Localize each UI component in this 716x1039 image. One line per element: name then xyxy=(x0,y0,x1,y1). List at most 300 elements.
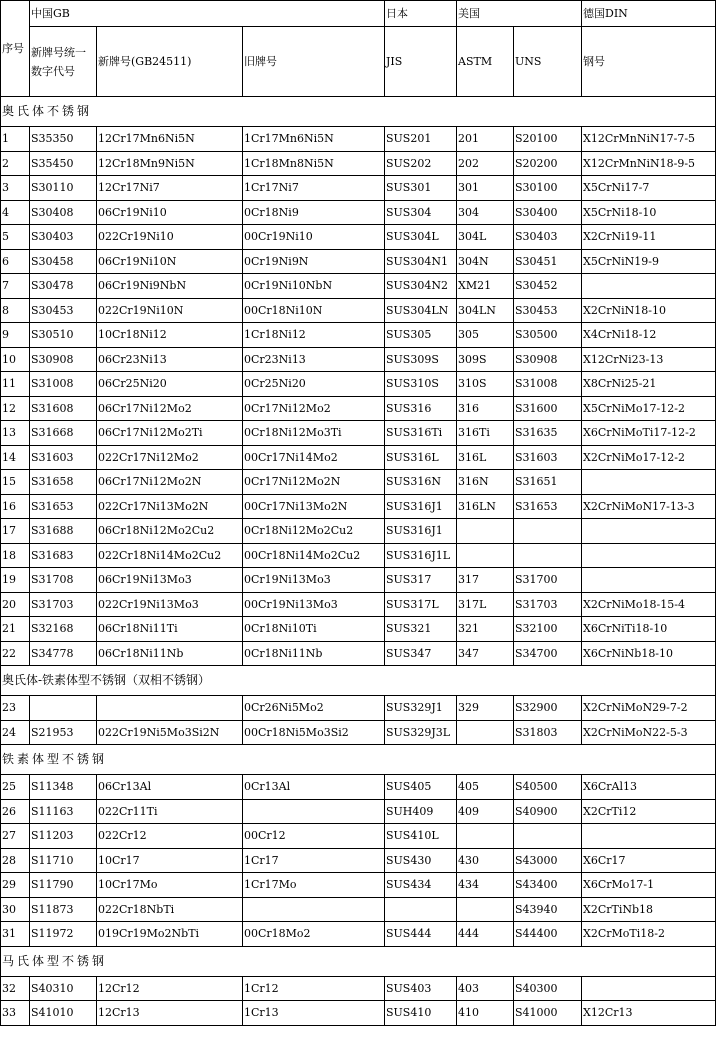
row-seq-cell: 19 xyxy=(1,568,30,593)
table-row xyxy=(1,543,716,568)
din-grade-cell xyxy=(582,274,716,299)
astm-grade-cell xyxy=(457,519,514,544)
new-grade-cell: 022Cr19Ni10 xyxy=(97,225,243,250)
uns-code-cell: S31703 xyxy=(514,592,582,617)
new-grade-cell: 022Cr19Ni5Mo3Si2N xyxy=(97,720,243,745)
unified-code-cell: S11873 xyxy=(30,897,97,922)
header-din-grade: 钢号 xyxy=(582,27,716,97)
uns-code-cell: S30403 xyxy=(514,225,582,250)
jis-grade-cell: SUS347 xyxy=(385,641,457,666)
table-row xyxy=(1,592,716,617)
astm-grade-cell: 301 xyxy=(457,176,514,201)
table-row xyxy=(1,421,716,446)
din-grade-cell: X8CrNi25-21 xyxy=(582,372,716,397)
new-grade-cell: 06Cr18Ni11Ti xyxy=(97,617,243,642)
old-grade-cell: 0Cr13Al xyxy=(243,775,385,800)
jis-grade-cell: SUS317L xyxy=(385,592,457,617)
din-grade-cell xyxy=(582,543,716,568)
jis-grade-cell: SUS410 xyxy=(385,1001,457,1026)
old-grade-cell: 1Cr17 xyxy=(243,848,385,873)
row-seq-cell: 22 xyxy=(1,641,30,666)
row-seq-cell: 7 xyxy=(1,274,30,299)
uns-code-cell: S43940 xyxy=(514,897,582,922)
astm-grade-cell: 329 xyxy=(457,696,514,721)
uns-code-cell: S31653 xyxy=(514,494,582,519)
header-new-grade: 新牌号(GB24511) xyxy=(97,27,243,97)
jis-grade-cell: SUS304 xyxy=(385,200,457,225)
new-grade-cell: 022Cr11Ti xyxy=(97,799,243,824)
table-row xyxy=(1,151,716,176)
table-row xyxy=(1,696,716,721)
row-seq-cell: 5 xyxy=(1,225,30,250)
new-grade-cell: 06Cr17Ni12Mo2 xyxy=(97,396,243,421)
old-grade-cell: 0Cr19Ni13Mo3 xyxy=(243,568,385,593)
new-grade-cell: 06Cr19Ni13Mo3 xyxy=(97,568,243,593)
row-seq-cell: 10 xyxy=(1,347,30,372)
unified-code-cell: S31708 xyxy=(30,568,97,593)
old-grade-cell: 1Cr12 xyxy=(243,976,385,1001)
table-row xyxy=(1,799,716,824)
row-seq-cell: 23 xyxy=(1,696,30,721)
old-grade-cell: 0Cr18Ni12Mo3Ti xyxy=(243,421,385,446)
section-row xyxy=(1,745,716,775)
table-row xyxy=(1,274,716,299)
jis-grade-cell: SUS329J3L xyxy=(385,720,457,745)
old-grade-cell: 0Cr18Ni12Mo2Cu2 xyxy=(243,519,385,544)
astm-grade-cell: 347 xyxy=(457,641,514,666)
section-title: 奥氏体不锈钢 xyxy=(1,97,716,127)
uns-code-cell: S30908 xyxy=(514,347,582,372)
new-grade-cell: 12Cr12 xyxy=(97,976,243,1001)
astm-grade-cell: 316Ti xyxy=(457,421,514,446)
header-seq: 序号 xyxy=(1,1,30,97)
new-grade-cell: 022Cr17Ni13Mo2N xyxy=(97,494,243,519)
jis-grade-cell: SUS305 xyxy=(385,323,457,348)
astm-grade-cell: 403 xyxy=(457,976,514,1001)
table-row xyxy=(1,494,716,519)
old-grade-cell: 00Cr18Ni10N xyxy=(243,298,385,323)
din-grade-cell xyxy=(582,976,716,1001)
uns-code-cell: S30452 xyxy=(514,274,582,299)
astm-grade-cell: 201 xyxy=(457,127,514,152)
uns-code-cell xyxy=(514,824,582,849)
row-seq-cell: 2 xyxy=(1,151,30,176)
din-grade-cell: X6CrMo17-1 xyxy=(582,873,716,898)
new-grade-cell: 06Cr19Ni10N xyxy=(97,249,243,274)
uns-code-cell: S43400 xyxy=(514,873,582,898)
jis-grade-cell: SUS329J1 xyxy=(385,696,457,721)
jis-grade-cell: SUS316L xyxy=(385,445,457,470)
row-seq-cell: 1 xyxy=(1,127,30,152)
new-grade-cell: 12Cr17Ni7 xyxy=(97,176,243,201)
unified-code-cell: S34778 xyxy=(30,641,97,666)
table-row xyxy=(1,470,716,495)
section-row xyxy=(1,946,716,976)
jis-grade-cell: SUS410L xyxy=(385,824,457,849)
header-jis: JIS xyxy=(385,27,457,97)
table-row xyxy=(1,176,716,201)
din-grade-cell: X6CrAl13 xyxy=(582,775,716,800)
unified-code-cell: S21953 xyxy=(30,720,97,745)
astm-grade-cell xyxy=(457,720,514,745)
table-row xyxy=(1,396,716,421)
table-row xyxy=(1,323,716,348)
uns-code-cell xyxy=(514,543,582,568)
jis-grade-cell: SUS434 xyxy=(385,873,457,898)
new-grade-cell: 10Cr17 xyxy=(97,848,243,873)
unified-code-cell: S30478 xyxy=(30,274,97,299)
din-grade-cell: X2CrNiMo17-12-2 xyxy=(582,445,716,470)
unified-code-cell: S31703 xyxy=(30,592,97,617)
old-grade-cell: 00Cr12 xyxy=(243,824,385,849)
unified-code-cell: S32168 xyxy=(30,617,97,642)
header-old-grade: 旧牌号 xyxy=(243,27,385,97)
table-row xyxy=(1,1001,716,1026)
din-grade-cell: X5CrNiMo17-12-2 xyxy=(582,396,716,421)
astm-grade-cell: 304LN xyxy=(457,298,514,323)
din-grade-cell: X2CrTiNb18 xyxy=(582,897,716,922)
jis-grade-cell: SUS304L xyxy=(385,225,457,250)
din-grade-cell: X2CrNiN18-10 xyxy=(582,298,716,323)
unified-code-cell: S30510 xyxy=(30,323,97,348)
old-grade-cell: 1Cr17Mo xyxy=(243,873,385,898)
astm-grade-cell: 309S xyxy=(457,347,514,372)
section-title: 马氏体型不锈钢 xyxy=(1,946,716,976)
jis-grade-cell: SUS316N xyxy=(385,470,457,495)
din-grade-cell: X2CrNiMo18-15-4 xyxy=(582,592,716,617)
table-row xyxy=(1,127,716,152)
uns-code-cell: S40900 xyxy=(514,799,582,824)
din-grade-cell: X12CrNi23-13 xyxy=(582,347,716,372)
table-row xyxy=(1,922,716,947)
old-grade-cell: 00Cr17Ni13Mo2N xyxy=(243,494,385,519)
unified-code-cell: S30403 xyxy=(30,225,97,250)
old-grade-cell: 0Cr17Ni12Mo2N xyxy=(243,470,385,495)
unified-code-cell: S31668 xyxy=(30,421,97,446)
table-row xyxy=(1,372,716,397)
unified-code-cell: S31658 xyxy=(30,470,97,495)
uns-code-cell: S34700 xyxy=(514,641,582,666)
row-seq-cell: 6 xyxy=(1,249,30,274)
uns-code-cell: S31008 xyxy=(514,372,582,397)
astm-grade-cell: 317L xyxy=(457,592,514,617)
old-grade-cell: 0Cr18Ni10Ti xyxy=(243,617,385,642)
unified-code-cell: S31608 xyxy=(30,396,97,421)
din-grade-cell: X4CrNi18-12 xyxy=(582,323,716,348)
row-seq-cell: 11 xyxy=(1,372,30,397)
unified-code-cell: S31008 xyxy=(30,372,97,397)
uns-code-cell: S31803 xyxy=(514,720,582,745)
astm-grade-cell: 316LN xyxy=(457,494,514,519)
astm-grade-cell: 410 xyxy=(457,1001,514,1026)
jis-grade-cell: SUS405 xyxy=(385,775,457,800)
unified-code-cell: S11790 xyxy=(30,873,97,898)
din-grade-cell: X12CrMnNiN18-9-5 xyxy=(582,151,716,176)
new-grade-cell: 022Cr18Ni14Mo2Cu2 xyxy=(97,543,243,568)
new-grade-cell: 022Cr12 xyxy=(97,824,243,849)
table-row xyxy=(1,720,716,745)
unified-code-cell: S11348 xyxy=(30,775,97,800)
din-grade-cell: X2CrTi12 xyxy=(582,799,716,824)
astm-grade-cell: 304L xyxy=(457,225,514,250)
row-seq-cell: 28 xyxy=(1,848,30,873)
jis-grade-cell: SUS316 xyxy=(385,396,457,421)
unified-code-cell xyxy=(30,696,97,721)
astm-grade-cell xyxy=(457,824,514,849)
jis-grade-cell: SUH409 xyxy=(385,799,457,824)
row-seq-cell: 14 xyxy=(1,445,30,470)
new-grade-cell: 019Cr19Mo2NbTi xyxy=(97,922,243,947)
uns-code-cell: S43000 xyxy=(514,848,582,873)
table-row xyxy=(1,775,716,800)
new-grade-cell: 022Cr18NbTi xyxy=(97,897,243,922)
header-astm: ASTM xyxy=(457,27,514,97)
old-grade-cell: 0Cr23Ni13 xyxy=(243,347,385,372)
table-row xyxy=(1,347,716,372)
row-seq-cell: 3 xyxy=(1,176,30,201)
old-grade-cell: 00Cr18Ni5Mo3Si2 xyxy=(243,720,385,745)
uns-code-cell: S31651 xyxy=(514,470,582,495)
new-grade-cell: 06Cr18Ni11Nb xyxy=(97,641,243,666)
old-grade-cell: 1Cr17Ni7 xyxy=(243,176,385,201)
old-grade-cell: 1Cr18Ni12 xyxy=(243,323,385,348)
header-china: 中国GB xyxy=(30,1,385,27)
astm-grade-cell: 310S xyxy=(457,372,514,397)
section-title: 铁素体型不锈钢 xyxy=(1,745,716,775)
unified-code-cell: S30408 xyxy=(30,200,97,225)
uns-code-cell: S20100 xyxy=(514,127,582,152)
header-row-countries xyxy=(1,1,716,27)
unified-code-cell: S35350 xyxy=(30,127,97,152)
din-grade-cell: X5CrNi18-10 xyxy=(582,200,716,225)
din-grade-cell xyxy=(582,824,716,849)
jis-grade-cell: SUS304LN xyxy=(385,298,457,323)
unified-code-cell: S30110 xyxy=(30,176,97,201)
jis-grade-cell: SUS310S xyxy=(385,372,457,397)
unified-code-cell: S31603 xyxy=(30,445,97,470)
jis-grade-cell: SUS430 xyxy=(385,848,457,873)
uns-code-cell: S32100 xyxy=(514,617,582,642)
uns-code-cell xyxy=(514,519,582,544)
new-grade-cell: 022Cr17Ni12Mo2 xyxy=(97,445,243,470)
jis-grade-cell: SUS309S xyxy=(385,347,457,372)
section-title: 奥氏体-铁素体型不锈钢（双相不锈钢） xyxy=(1,666,716,696)
header-germany: 德国DIN xyxy=(582,1,716,27)
din-grade-cell xyxy=(582,470,716,495)
table-row xyxy=(1,824,716,849)
din-grade-cell: X2CrNi19-11 xyxy=(582,225,716,250)
new-grade-cell: 06Cr17Ni12Mo2Ti xyxy=(97,421,243,446)
table-body xyxy=(1,1,716,1026)
jis-grade-cell: SUS321 xyxy=(385,617,457,642)
table-row xyxy=(1,848,716,873)
header-uns: UNS xyxy=(514,27,582,97)
unified-code-cell: S30458 xyxy=(30,249,97,274)
din-grade-cell: X6CrNiNb18-10 xyxy=(582,641,716,666)
row-seq-cell: 25 xyxy=(1,775,30,800)
astm-grade-cell: 202 xyxy=(457,151,514,176)
unified-code-cell: S41010 xyxy=(30,1001,97,1026)
section-row xyxy=(1,666,716,696)
table-row xyxy=(1,249,716,274)
new-grade-cell xyxy=(97,696,243,721)
uns-code-cell: S30453 xyxy=(514,298,582,323)
uns-code-cell: S32900 xyxy=(514,696,582,721)
row-seq-cell: 21 xyxy=(1,617,30,642)
row-seq-cell: 33 xyxy=(1,1001,30,1026)
old-grade-cell: 00Cr18Mo2 xyxy=(243,922,385,947)
new-grade-cell: 06Cr25Ni20 xyxy=(97,372,243,397)
jis-grade-cell: SUS316Ti xyxy=(385,421,457,446)
din-grade-cell: X5CrNiN19-9 xyxy=(582,249,716,274)
unified-code-cell: S40310 xyxy=(30,976,97,1001)
old-grade-cell: 0Cr18Ni11Nb xyxy=(243,641,385,666)
unified-code-cell: S31683 xyxy=(30,543,97,568)
table-row xyxy=(1,298,716,323)
row-seq-cell: 13 xyxy=(1,421,30,446)
new-grade-cell: 10Cr18Ni12 xyxy=(97,323,243,348)
astm-grade-cell xyxy=(457,897,514,922)
astm-grade-cell: 317 xyxy=(457,568,514,593)
new-grade-cell: 12Cr18Mn9Ni5N xyxy=(97,151,243,176)
row-seq-cell: 32 xyxy=(1,976,30,1001)
unified-code-cell: S31688 xyxy=(30,519,97,544)
row-seq-cell: 8 xyxy=(1,298,30,323)
table-row xyxy=(1,445,716,470)
section-row xyxy=(1,97,716,127)
uns-code-cell: S20200 xyxy=(514,151,582,176)
din-grade-cell: X2CrNiMoN29-7-2 xyxy=(582,696,716,721)
din-grade-cell: X5CrNi17-7 xyxy=(582,176,716,201)
uns-code-cell: S41000 xyxy=(514,1001,582,1026)
old-grade-cell: 0Cr17Ni12Mo2 xyxy=(243,396,385,421)
astm-grade-cell: 409 xyxy=(457,799,514,824)
uns-code-cell: S44400 xyxy=(514,922,582,947)
astm-grade-cell: XM21 xyxy=(457,274,514,299)
jis-grade-cell: SUS403 xyxy=(385,976,457,1001)
astm-grade-cell xyxy=(457,543,514,568)
jis-grade-cell: SUS202 xyxy=(385,151,457,176)
table-row xyxy=(1,873,716,898)
old-grade-cell: 1Cr17Mn6Ni5N xyxy=(243,127,385,152)
uns-code-cell: S30451 xyxy=(514,249,582,274)
uns-code-cell: S31700 xyxy=(514,568,582,593)
jis-grade-cell xyxy=(385,897,457,922)
din-grade-cell xyxy=(582,519,716,544)
old-grade-cell xyxy=(243,897,385,922)
new-grade-cell: 10Cr17Mo xyxy=(97,873,243,898)
unified-code-cell: S11710 xyxy=(30,848,97,873)
new-grade-cell: 06Cr17Ni12Mo2N xyxy=(97,470,243,495)
unified-code-cell: S11163 xyxy=(30,799,97,824)
new-grade-cell: 022Cr19Ni13Mo3 xyxy=(97,592,243,617)
new-grade-cell: 12Cr17Mn6Ni5N xyxy=(97,127,243,152)
new-grade-cell: 06Cr13Al xyxy=(97,775,243,800)
new-grade-cell: 06Cr23Ni13 xyxy=(97,347,243,372)
astm-grade-cell: 444 xyxy=(457,922,514,947)
din-grade-cell: X12CrMnNiN17-7-5 xyxy=(582,127,716,152)
din-grade-cell: X2CrNiMoN22-5-3 xyxy=(582,720,716,745)
uns-code-cell: S30400 xyxy=(514,200,582,225)
unified-code-cell: S30908 xyxy=(30,347,97,372)
old-grade-cell: 0Cr26Ni5Mo2 xyxy=(243,696,385,721)
old-grade-cell: 00Cr17Ni14Mo2 xyxy=(243,445,385,470)
astm-grade-cell: 316L xyxy=(457,445,514,470)
header-unified-code: 新牌号统一数字代号 xyxy=(30,27,97,97)
old-grade-cell: 1Cr18Mn8Ni5N xyxy=(243,151,385,176)
astm-grade-cell: 316 xyxy=(457,396,514,421)
uns-code-cell: S31635 xyxy=(514,421,582,446)
din-grade-cell xyxy=(582,568,716,593)
din-grade-cell: X6CrNiTi18-10 xyxy=(582,617,716,642)
unified-code-cell: S11972 xyxy=(30,922,97,947)
new-grade-cell: 06Cr19Ni10 xyxy=(97,200,243,225)
old-grade-cell xyxy=(243,799,385,824)
jis-grade-cell: SUS201 xyxy=(385,127,457,152)
row-seq-cell: 29 xyxy=(1,873,30,898)
jis-grade-cell: SUS317 xyxy=(385,568,457,593)
new-grade-cell: 12Cr13 xyxy=(97,1001,243,1026)
old-grade-cell: 0Cr25Ni20 xyxy=(243,372,385,397)
row-seq-cell: 18 xyxy=(1,543,30,568)
jis-grade-cell: SUS316J1 xyxy=(385,494,457,519)
astm-grade-cell: 316N xyxy=(457,470,514,495)
astm-grade-cell: 434 xyxy=(457,873,514,898)
uns-code-cell: S31603 xyxy=(514,445,582,470)
din-grade-cell: X12Cr13 xyxy=(582,1001,716,1026)
astm-grade-cell: 304N xyxy=(457,249,514,274)
jis-grade-cell: SUS304N1 xyxy=(385,249,457,274)
uns-code-cell: S31600 xyxy=(514,396,582,421)
old-grade-cell: 00Cr18Ni14Mo2Cu2 xyxy=(243,543,385,568)
old-grade-cell: 0Cr19Ni9N xyxy=(243,249,385,274)
jis-grade-cell: SUS316J1 xyxy=(385,519,457,544)
din-grade-cell: X6CrNiMoTi17-12-2 xyxy=(582,421,716,446)
row-seq-cell: 17 xyxy=(1,519,30,544)
unified-code-cell: S35450 xyxy=(30,151,97,176)
jis-grade-cell: SUS304N2 xyxy=(385,274,457,299)
row-seq-cell: 24 xyxy=(1,720,30,745)
uns-code-cell: S30100 xyxy=(514,176,582,201)
header-usa: 美国 xyxy=(457,1,582,27)
din-grade-cell: X2CrNiMoN17-13-3 xyxy=(582,494,716,519)
old-grade-cell: 1Cr13 xyxy=(243,1001,385,1026)
old-grade-cell: 00Cr19Ni10 xyxy=(243,225,385,250)
table-row xyxy=(1,617,716,642)
uns-code-cell: S40300 xyxy=(514,976,582,1001)
din-grade-cell: X2CrMoTi18-2 xyxy=(582,922,716,947)
table-row xyxy=(1,976,716,1001)
row-seq-cell: 4 xyxy=(1,200,30,225)
row-seq-cell: 30 xyxy=(1,897,30,922)
astm-grade-cell: 405 xyxy=(457,775,514,800)
jis-grade-cell: SUS316J1L xyxy=(385,543,457,568)
row-seq-cell: 20 xyxy=(1,592,30,617)
new-grade-cell: 06Cr19Ni9NbN xyxy=(97,274,243,299)
row-seq-cell: 15 xyxy=(1,470,30,495)
astm-grade-cell: 321 xyxy=(457,617,514,642)
table-row xyxy=(1,568,716,593)
row-seq-cell: 9 xyxy=(1,323,30,348)
new-grade-cell: 022Cr19Ni10N xyxy=(97,298,243,323)
row-seq-cell: 31 xyxy=(1,922,30,947)
jis-grade-cell: SUS444 xyxy=(385,922,457,947)
uns-code-cell: S40500 xyxy=(514,775,582,800)
table-row xyxy=(1,225,716,250)
uns-code-cell: S30500 xyxy=(514,323,582,348)
astm-grade-cell: 305 xyxy=(457,323,514,348)
jis-grade-cell: SUS301 xyxy=(385,176,457,201)
